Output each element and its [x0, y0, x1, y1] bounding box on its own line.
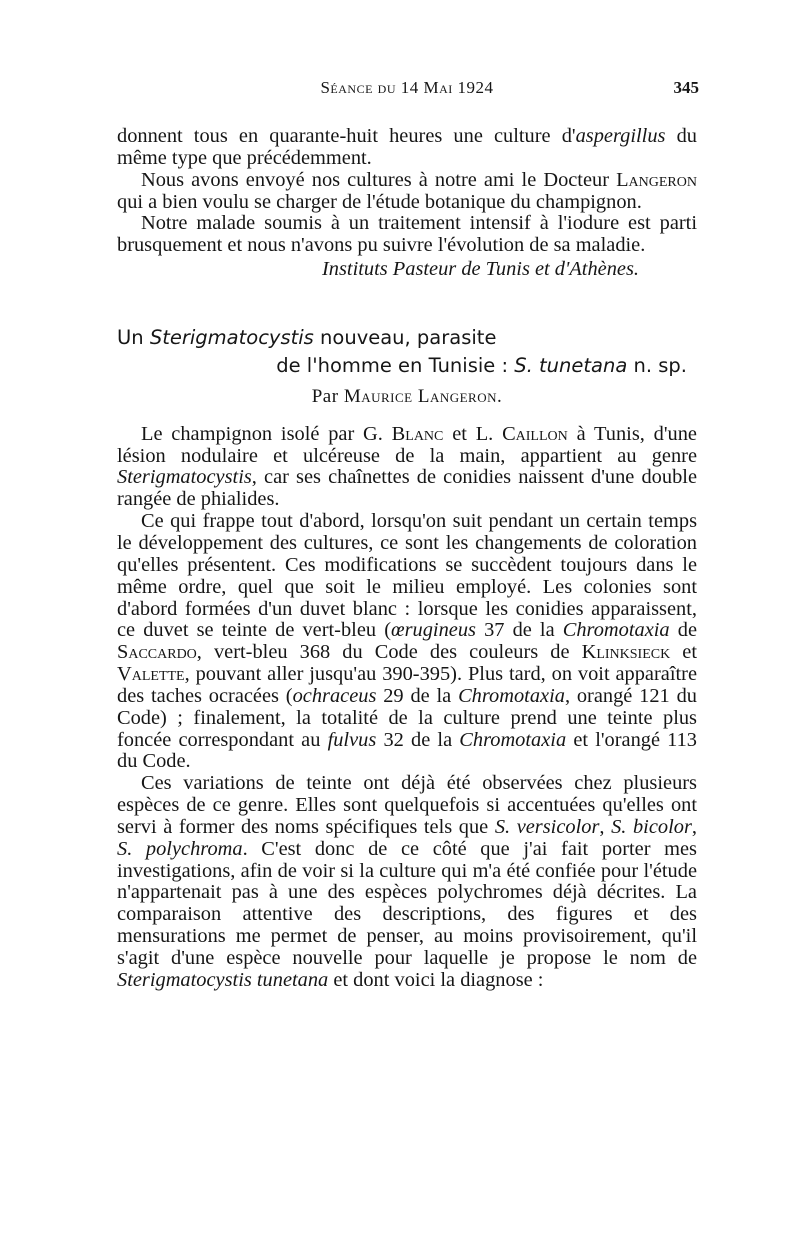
genus-name: aspergillus [575, 125, 666, 147]
running-head [117, 78, 697, 104]
article-title-line-2: de l'homme en Tunisie : S. tunetana n. sp. [276, 353, 687, 377]
article-title-line-1: Un Sterigmatocystis nouveau, parasite [117, 325, 497, 349]
byline-author: Maurice Langeron. [343, 385, 503, 407]
institution-signature: Instituts Pasteur de Tunis et d'Athènes. [321, 258, 639, 281]
prev-article-paragraph-2: Nous avons envoyé nos cultures à notre ami le Docteur Langeron qui a bien voulu se charger de l'étude botanique du champignon. [117, 168, 697, 213]
author-name: Langeron [616, 168, 697, 191]
body-text [117, 126, 697, 992]
running-title: Séance du 14 Mai 1924 [320, 78, 494, 97]
article-paragraph-2: Ce qui frappe tout d'abord, lorsqu'on suit pendant un certain temps le développement des cultures, ce sont les changements de coloration qu'elles présentent. Ces modifications se succèdent toujours dans le même ordre, quel que soit le milieu employé. Les colonies sont d'abord formées d'un duvet blanc : lorsque les conidies apparaissent, ce duvet se teinte de vert-bleu (œrugineus 37 de la Chromotaxia de Saccardo, vert-bleu 368 du Code des couleurs de Klinksieck et Valette, pouvant aller jusqu'au 390-395). Plus tard, on voit apparaître des taches ocracées (ochraceus 29 de la Chromotaxia, orangé 121 du Code) ; finalement, la totalité de la culture prend une teinte plus foncée correspondant au fulvus 32 de la Chromotaxia et l'orangé 113 du Code. [117, 510, 697, 773]
article-paragraph-3: Ces variations de teinte ont déjà été observées chez plusieurs espèces de ce genre. Elles sont quelquefois si accentuées qu'elles ont servi à former des noms spécifiques tels que S. versicolor, S. bicolor, S. polychroma. C'est donc de ce côté que j'ai fait porter mes investigations, afin de voir si la culture qui m'a été confiée pour l'étude n'appartenait pas à une des espèces polychromes déjà décrites. La comparaison attentive des descriptions, des figures et des mensurations me permet de penser, au moins provisoirement, qu'il s'agit d'une espèce nouvelle pour laquelle je propose le nom de Sterigmatocystis tunetana et dont voici la diagnose : [117, 772, 697, 991]
prev-article-paragraph-1: donnent tous en quarante-huit heures une culture d'aspergillus du même type que précédemment. [117, 125, 697, 169]
article-paragraph-1: Le champignon isolé par G. Blanc et L. Caillon à Tunis, d'une lésion nodulaire et ulcéreuse de la main, appartient au genre Sterigmatocystis, car ses chaînettes de conidies naissent d'une double rangée de phialides. [117, 422, 697, 511]
article-title [117, 324, 697, 380]
journal-page [117, 78, 697, 992]
page-number: 345 [673, 78, 699, 97]
prev-article-paragraph-3: Notre malade soumis à un traitement intensif à l'iodure est parti brusquement et nous n'avons pu suivre l'évolution de sa maladie. [117, 212, 697, 257]
article-byline: Par Maurice Langeron. [311, 385, 503, 407]
